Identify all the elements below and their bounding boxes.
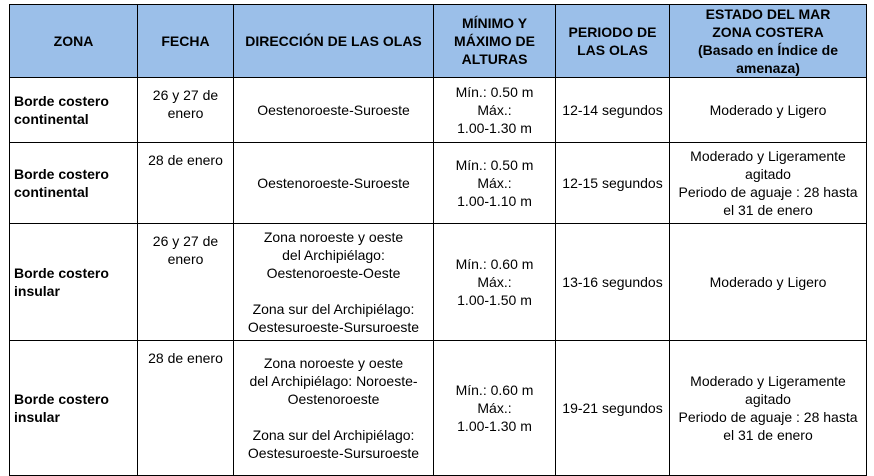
cell-periodo: 13-16 segundos bbox=[556, 224, 670, 341]
cell-zona: Borde costero continental bbox=[10, 78, 138, 143]
table-row bbox=[10, 78, 867, 143]
cell-fecha: 28 de enero bbox=[138, 341, 234, 476]
cell-estado: Moderado y Ligeramente agitado Periodo de aguaje : 28 hasta el 31 de enero bbox=[670, 143, 867, 224]
cell-direccion: Zona noroeste y oeste del Archipiélago: Noroeste- Oestenoroeste Zona sur del Archipiélago: Oestesuroeste-Sursuroeste bbox=[234, 341, 434, 476]
header-periodo: PERIODO DE LAS OLAS bbox=[556, 5, 670, 78]
cell-direccion: Oestenoroeste-Suroeste bbox=[234, 143, 434, 224]
cell-periodo: 19-21 segundos bbox=[556, 341, 670, 476]
header-direccion: DIRECCIÓN DE LAS OLAS bbox=[234, 5, 434, 78]
cell-estado: Moderado y Ligero bbox=[670, 78, 867, 143]
header-row bbox=[10, 5, 867, 78]
header-alturas: MÍNIMO Y MÁXIMO DE ALTURAS bbox=[434, 5, 556, 78]
cell-alturas: Mín.: 0.60 m Máx.: 1.00-1.30 m bbox=[434, 341, 556, 476]
cell-fecha: 26 y 27 de enero bbox=[138, 78, 234, 143]
cell-zona: Borde costero continental bbox=[10, 143, 138, 224]
cell-alturas: Mín.: 0.50 m Máx.: 1.00-1.10 m bbox=[434, 143, 556, 224]
cell-estado: Moderado y Ligeramente agitado Periodo de aguaje : 28 hasta el 31 de enero bbox=[670, 341, 867, 476]
cell-alturas: Mín.: 0.60 m Máx.: 1.00-1.50 m bbox=[434, 224, 556, 341]
header-zona: ZONA bbox=[10, 5, 138, 78]
table-row bbox=[10, 143, 867, 224]
table-row bbox=[10, 224, 867, 341]
cell-periodo: 12-14 segundos bbox=[556, 78, 670, 143]
cell-alturas: Mín.: 0.50 m Máx.: 1.00-1.30 m bbox=[434, 78, 556, 143]
cell-direccion: Zona noroeste y oeste del Archipiélago: Oestenoroeste-Oeste Zona sur del Archipiélago: Oestesuroeste-Sursuroeste bbox=[234, 224, 434, 341]
cell-zona: Borde costero insular bbox=[10, 341, 138, 476]
header-fecha: FECHA bbox=[138, 5, 234, 78]
wave-forecast-table bbox=[9, 4, 867, 476]
table-row bbox=[10, 341, 867, 476]
cell-periodo: 12-15 segundos bbox=[556, 143, 670, 224]
cell-zona: Borde costero insular bbox=[10, 224, 138, 341]
cell-direccion: Oestenoroeste-Suroeste bbox=[234, 78, 434, 143]
cell-fecha: 28 de enero bbox=[138, 143, 234, 224]
cell-estado: Moderado y Ligero bbox=[670, 224, 867, 341]
header-estado: ESTADO DEL MAR ZONA COSTERA (Basado en Índice de amenaza) bbox=[670, 5, 867, 78]
cell-fecha: 26 y 27 de enero bbox=[138, 224, 234, 341]
